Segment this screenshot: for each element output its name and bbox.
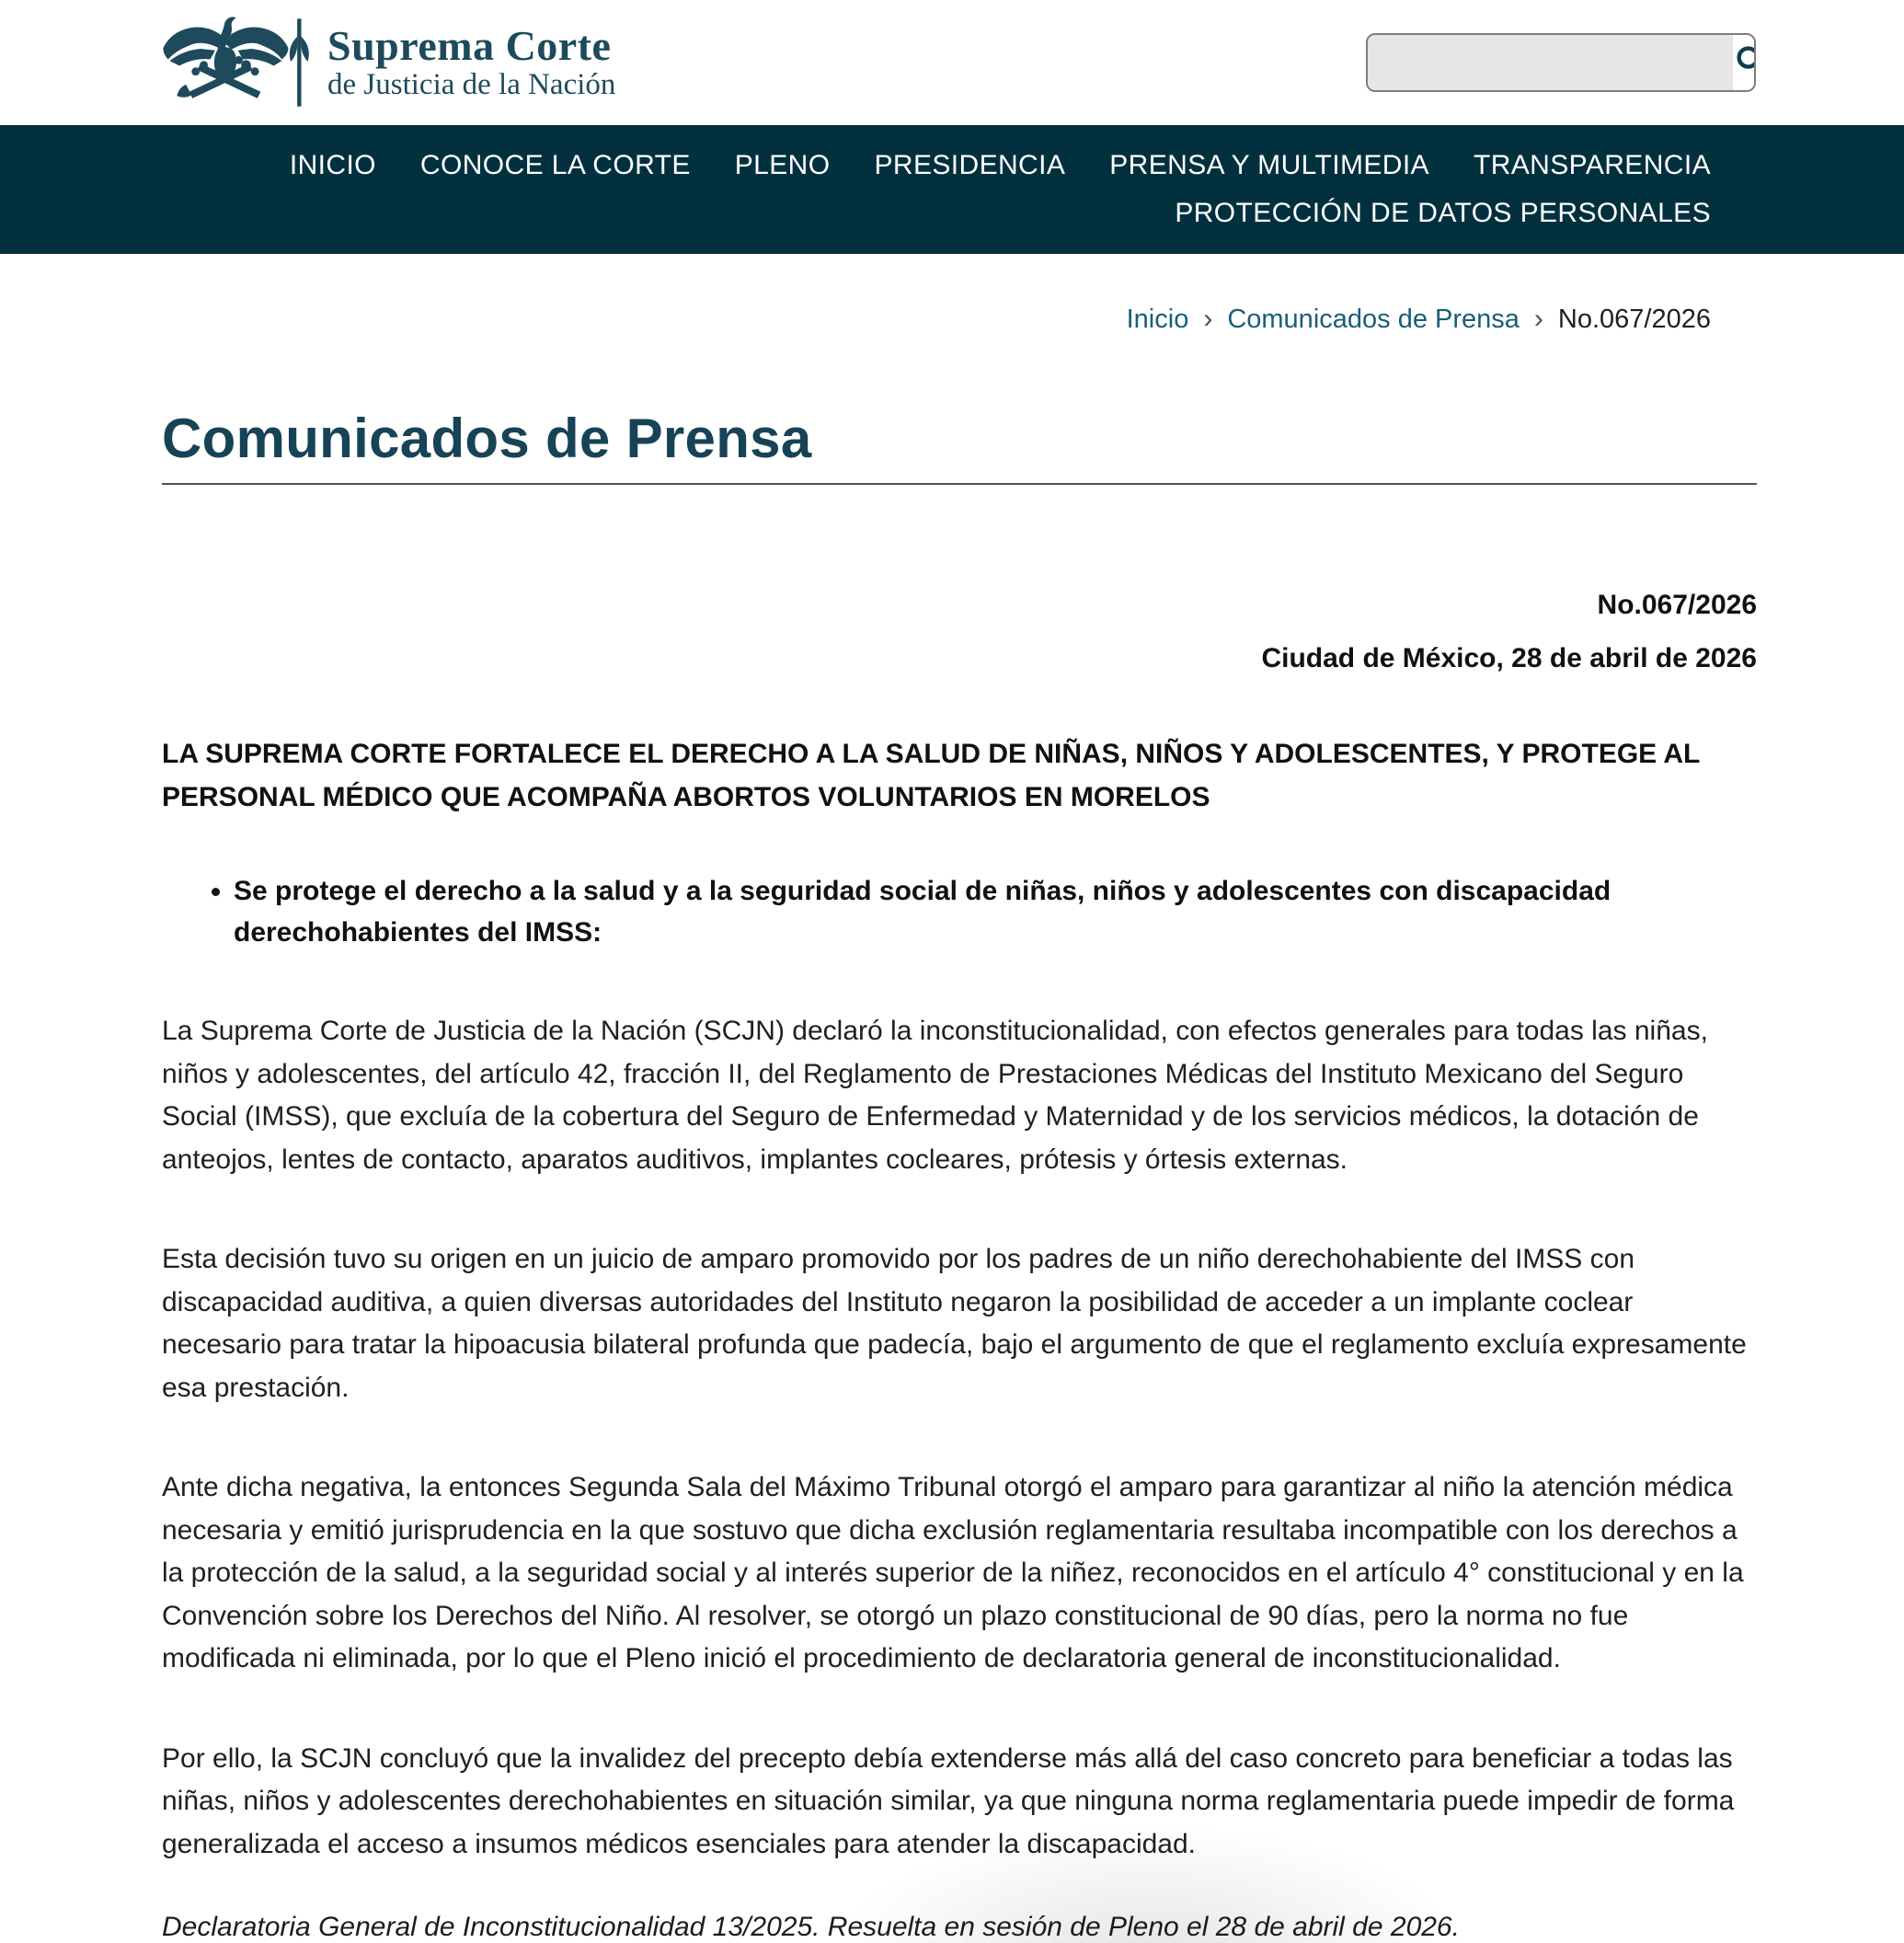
nav-item-inicio[interactable]: INICIO — [289, 150, 376, 180]
search-icon — [1733, 43, 1756, 83]
release-body — [162, 1010, 1757, 1866]
breadcrumb-inicio[interactable]: Inicio — [1126, 304, 1189, 334]
search-button[interactable] — [1733, 35, 1756, 90]
nav-item-conoce-la-corte[interactable]: CONOCE LA CORTE — [419, 150, 691, 180]
scjn-logo[interactable] — [158, 14, 615, 111]
logo-title: Suprema Corte — [327, 21, 612, 69]
breadcrumb — [0, 304, 1904, 335]
nav-item-prensa-y-multimedia[interactable]: PRENSA Y MULTIMEDIA — [1109, 150, 1429, 180]
logo-subtitle: de Justicia de la Nación — [327, 68, 616, 101]
logo-text — [327, 21, 616, 102]
nav-item-presidencia[interactable]: PRESIDENCIA — [874, 150, 1066, 180]
nav-item-transparencia[interactable]: TRANSPARENCIA — [1473, 150, 1711, 180]
main-content — [0, 407, 1904, 1943]
nav-row-primary — [290, 150, 1711, 181]
nav-item-pleno[interactable]: PLENO — [734, 150, 831, 180]
breadcrumb-separator-icon: › — [1203, 304, 1213, 334]
release-bullet-list — [162, 870, 1757, 953]
nav-row-secondary — [1175, 198, 1711, 229]
title-divider — [162, 483, 1757, 485]
search-box — [1366, 33, 1756, 92]
release-headline: LA SUPREMA CORTE FORTALECE EL DERECHO A LA SALUD DE NIÑAS, NIÑOS Y ADOLESCENTES, Y PROTEGE AL PERSONAL MÉDICO QUE ACOMPAÑA ABORTOS VOLUNTARIOS EN MORELOS — [162, 739, 1700, 812]
release-paragraph: Ante dicha negativa, la entonces Segunda Sala del Máximo Tribunal otorgó el amparo para garantizar al niño la atención médica necesaria y emitió jurisprudencia en la que sostuvo que dicha exclusión reglamentaria resultaba incompatible con los derechos a la protección de la salud, a la seguridad social y al interés superior de la niñez, reconocidos en el artículo 4° constitucional y en la Convención sobre los Derechos del Niño. Al resolver, se otorgó un plazo constitucional de 90 días, pero la norma no fue modificada ni eliminada, por lo que el Pleno inició el procedimiento de declaratoria general de inconstitucionalidad. — [162, 1472, 1744, 1673]
search-input[interactable] — [1368, 35, 1733, 90]
nav-item-proteccion-datos-personales[interactable]: PROTECCIÓN DE DATOS PERSONALES — [1175, 198, 1711, 228]
breadcrumb-comunicados[interactable]: Comunicados de Prensa — [1227, 304, 1520, 334]
release-citation: Declaratoria General de Inconstitucionalidad 13/2025. Resuelta en sesión de Pleno el 28 de abril de 2026. — [162, 1912, 1460, 1942]
scjn-eagle-icon — [158, 14, 313, 111]
release-meta — [162, 590, 1757, 674]
release-paragraph: Por ello, la SCJN concluyó que la invalidez del precepto debía extenderse más allá del caso concreto para beneficiar a todas las niñas, niños y adolescentes derechohabientes en situación similar, ya que ninguna norma reglamentaria puede impedir de forma generalizada el acceso a insumos médicos esenciales para atender la discapacidad. — [162, 1742, 1735, 1859]
site-header — [0, 0, 1904, 125]
page-title: Comunicados de Prensa — [162, 408, 812, 469]
release-paragraph: La Suprema Corte de Justicia de la Nación (SCJN) declaró la inconstitucionalidad, con efectos generales para todas las niñas, niños y adolescentes, del artículo 42, fracción II, del Reglamento de Prestaciones Médicas del Instituto Mexicano del Seguro Social (IMSS), que excluía de la cobertura del Seguro de Enfermedad y Maternidad y de los servicios médicos, la dotación de anteojos, lentes de contacto, aparatos auditivos, implantes cocleares, prótesis y órtesis externas. — [162, 1016, 1708, 1175]
release-number: No.067/2026 — [1597, 590, 1757, 620]
breadcrumb-current: No.067/2026 — [1557, 304, 1711, 334]
release-dateline: Ciudad de México, 28 de abril de 2026 — [1261, 643, 1757, 673]
main-navbar — [0, 125, 1904, 254]
release-bullet: • Se protege el derecho a la salud y a la seguridad social de niñas, niños y adolescentes con discapacidad derechohabientes del IMSS: — [234, 870, 1757, 953]
breadcrumb-separator-icon: › — [1533, 304, 1543, 334]
release-paragraph: Esta decisión tuvo su origen en un juicio de amparo promovido por los padres de un niño derechohabiente del IMSS con discapacidad auditiva, a quien diversas autoridades del Instituto negaron la posibilidad de acceder a un implante coclear necesario para tratar la hipoacusia bilateral profunda que padecía, bajo el argumento de que el reglamento excluía expresamente esa prestación. — [162, 1244, 1747, 1403]
